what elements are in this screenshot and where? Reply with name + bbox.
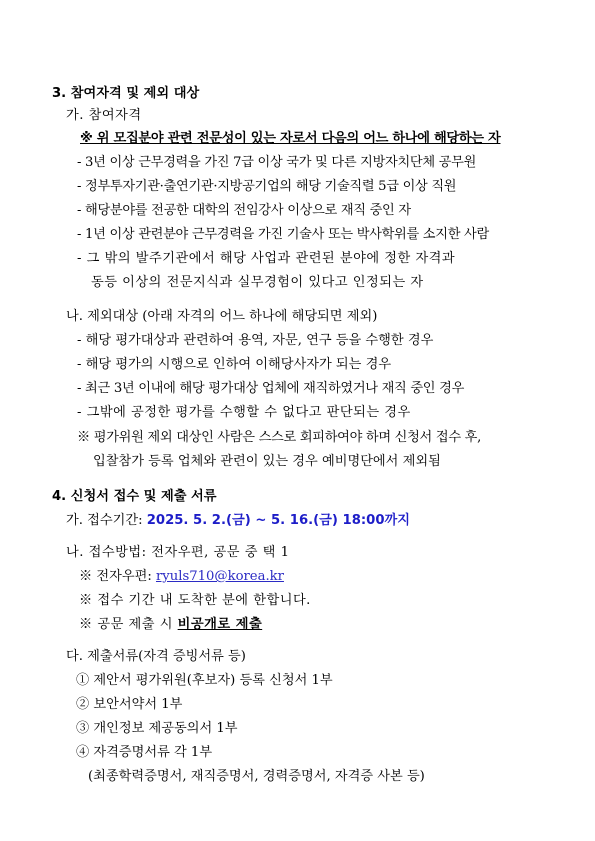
eligibility-item-continued: 동등 이상의 전문지식과 실무경험이 있다고 인정되는 자 (91, 275, 424, 290)
official-emphasis: 비공개로 제출 (177, 617, 263, 632)
eligibility-item: - 1년 이상 관련분야 근무경력을 가진 기술사 또는 박사학위를 소지한 사람 (77, 227, 489, 242)
section-3-title: 3. 참여자격 및 제외 대상 (52, 86, 200, 101)
email-link[interactable]: ryuls710@korea.kr (155, 569, 284, 584)
eligibility-item: - 정부투자기관·출연기관·지방공기업의 해당 기술직렬 5급 이상 직원 (77, 179, 457, 194)
exclusion-note-continued: 입찰참가 등록 업체와 관련이 있는 경우 예비명단에서 제외됨 (93, 454, 441, 469)
docs-item: ① 제안서 평가위원(후보자) 등록 신청서 1부 (76, 673, 333, 688)
period-line (66, 513, 410, 529)
exclusion-item: - 그밖에 공정한 평가를 수행할 수 없다고 판단되는 경우 (77, 405, 411, 420)
official-prefix: ※ 공문 제출 시 (79, 617, 178, 632)
eligibility-note: ※ 위 모집분야 관련 전문성이 있는 자로서 다음의 어느 하나에 해당하는 자 (80, 131, 501, 146)
exclusion-item: - 최근 3년 이내에 해당 평가대상 업체에 재직하였거나 재직 중인 경우 (77, 381, 465, 396)
eligibility-item: - 해당분야를 전공한 대학의 전임강사 이상으로 재직 중인 자 (77, 203, 411, 218)
docs-heading: 다. 제출서류(자격 증빙서류 등) (66, 649, 246, 664)
eligibility-item: - 그 밖의 발주기관에서 해당 사업과 관련된 분야에 정한 자격과 (77, 251, 456, 266)
exclusion-note: ※ 평가위원 제외 대상인 사람은 스스로 회피하여야 하며 신청서 접수 후, (77, 430, 481, 445)
email-line (79, 569, 284, 585)
eligibility-item: - 3년 이상 근무경력을 가진 7급 이상 국가 및 다른 지방자치단체 공무원 (77, 155, 477, 170)
period-value: 2025. 5. 2.(금) ~ 5. 16.(금) 18:00까지 (146, 513, 410, 528)
exclusion-item: - 해당 평가의 시행으로 인하여 이해당사자가 되는 경우 (77, 357, 392, 372)
period-label: 가. 접수기간: (66, 513, 147, 528)
section-4-title: 4. 신청서 접수 및 제출 서류 (52, 489, 217, 504)
exclusion-item: - 해당 평가대상과 관련하여 용역, 자문, 연구 등을 수행한 경우 (77, 333, 434, 348)
docs-item: ④ 자격증명서류 각 1부 (76, 745, 213, 760)
method-line: 나. 접수방법: 전자우편, 공문 중 택 1 (66, 545, 290, 560)
docs-item: ③ 개인정보 제공동의서 1부 (76, 721, 238, 736)
exclusion-heading: 나. 제외대상 (아래 자격의 어느 하나에 해당되면 제외) (66, 309, 378, 324)
official-line (79, 617, 262, 633)
docs-subnote: (최종학력증명서, 재직증명서, 경력증명서, 자격증 사본 등) (88, 769, 425, 784)
arrival-note: ※ 접수 기간 내 도착한 분에 한합니다. (79, 593, 311, 608)
docs-item: ② 보안서약서 1부 (76, 697, 183, 712)
email-label: ※ 전자우편: (79, 569, 156, 584)
eligibility-heading: 가. 참여자격 (66, 108, 142, 123)
